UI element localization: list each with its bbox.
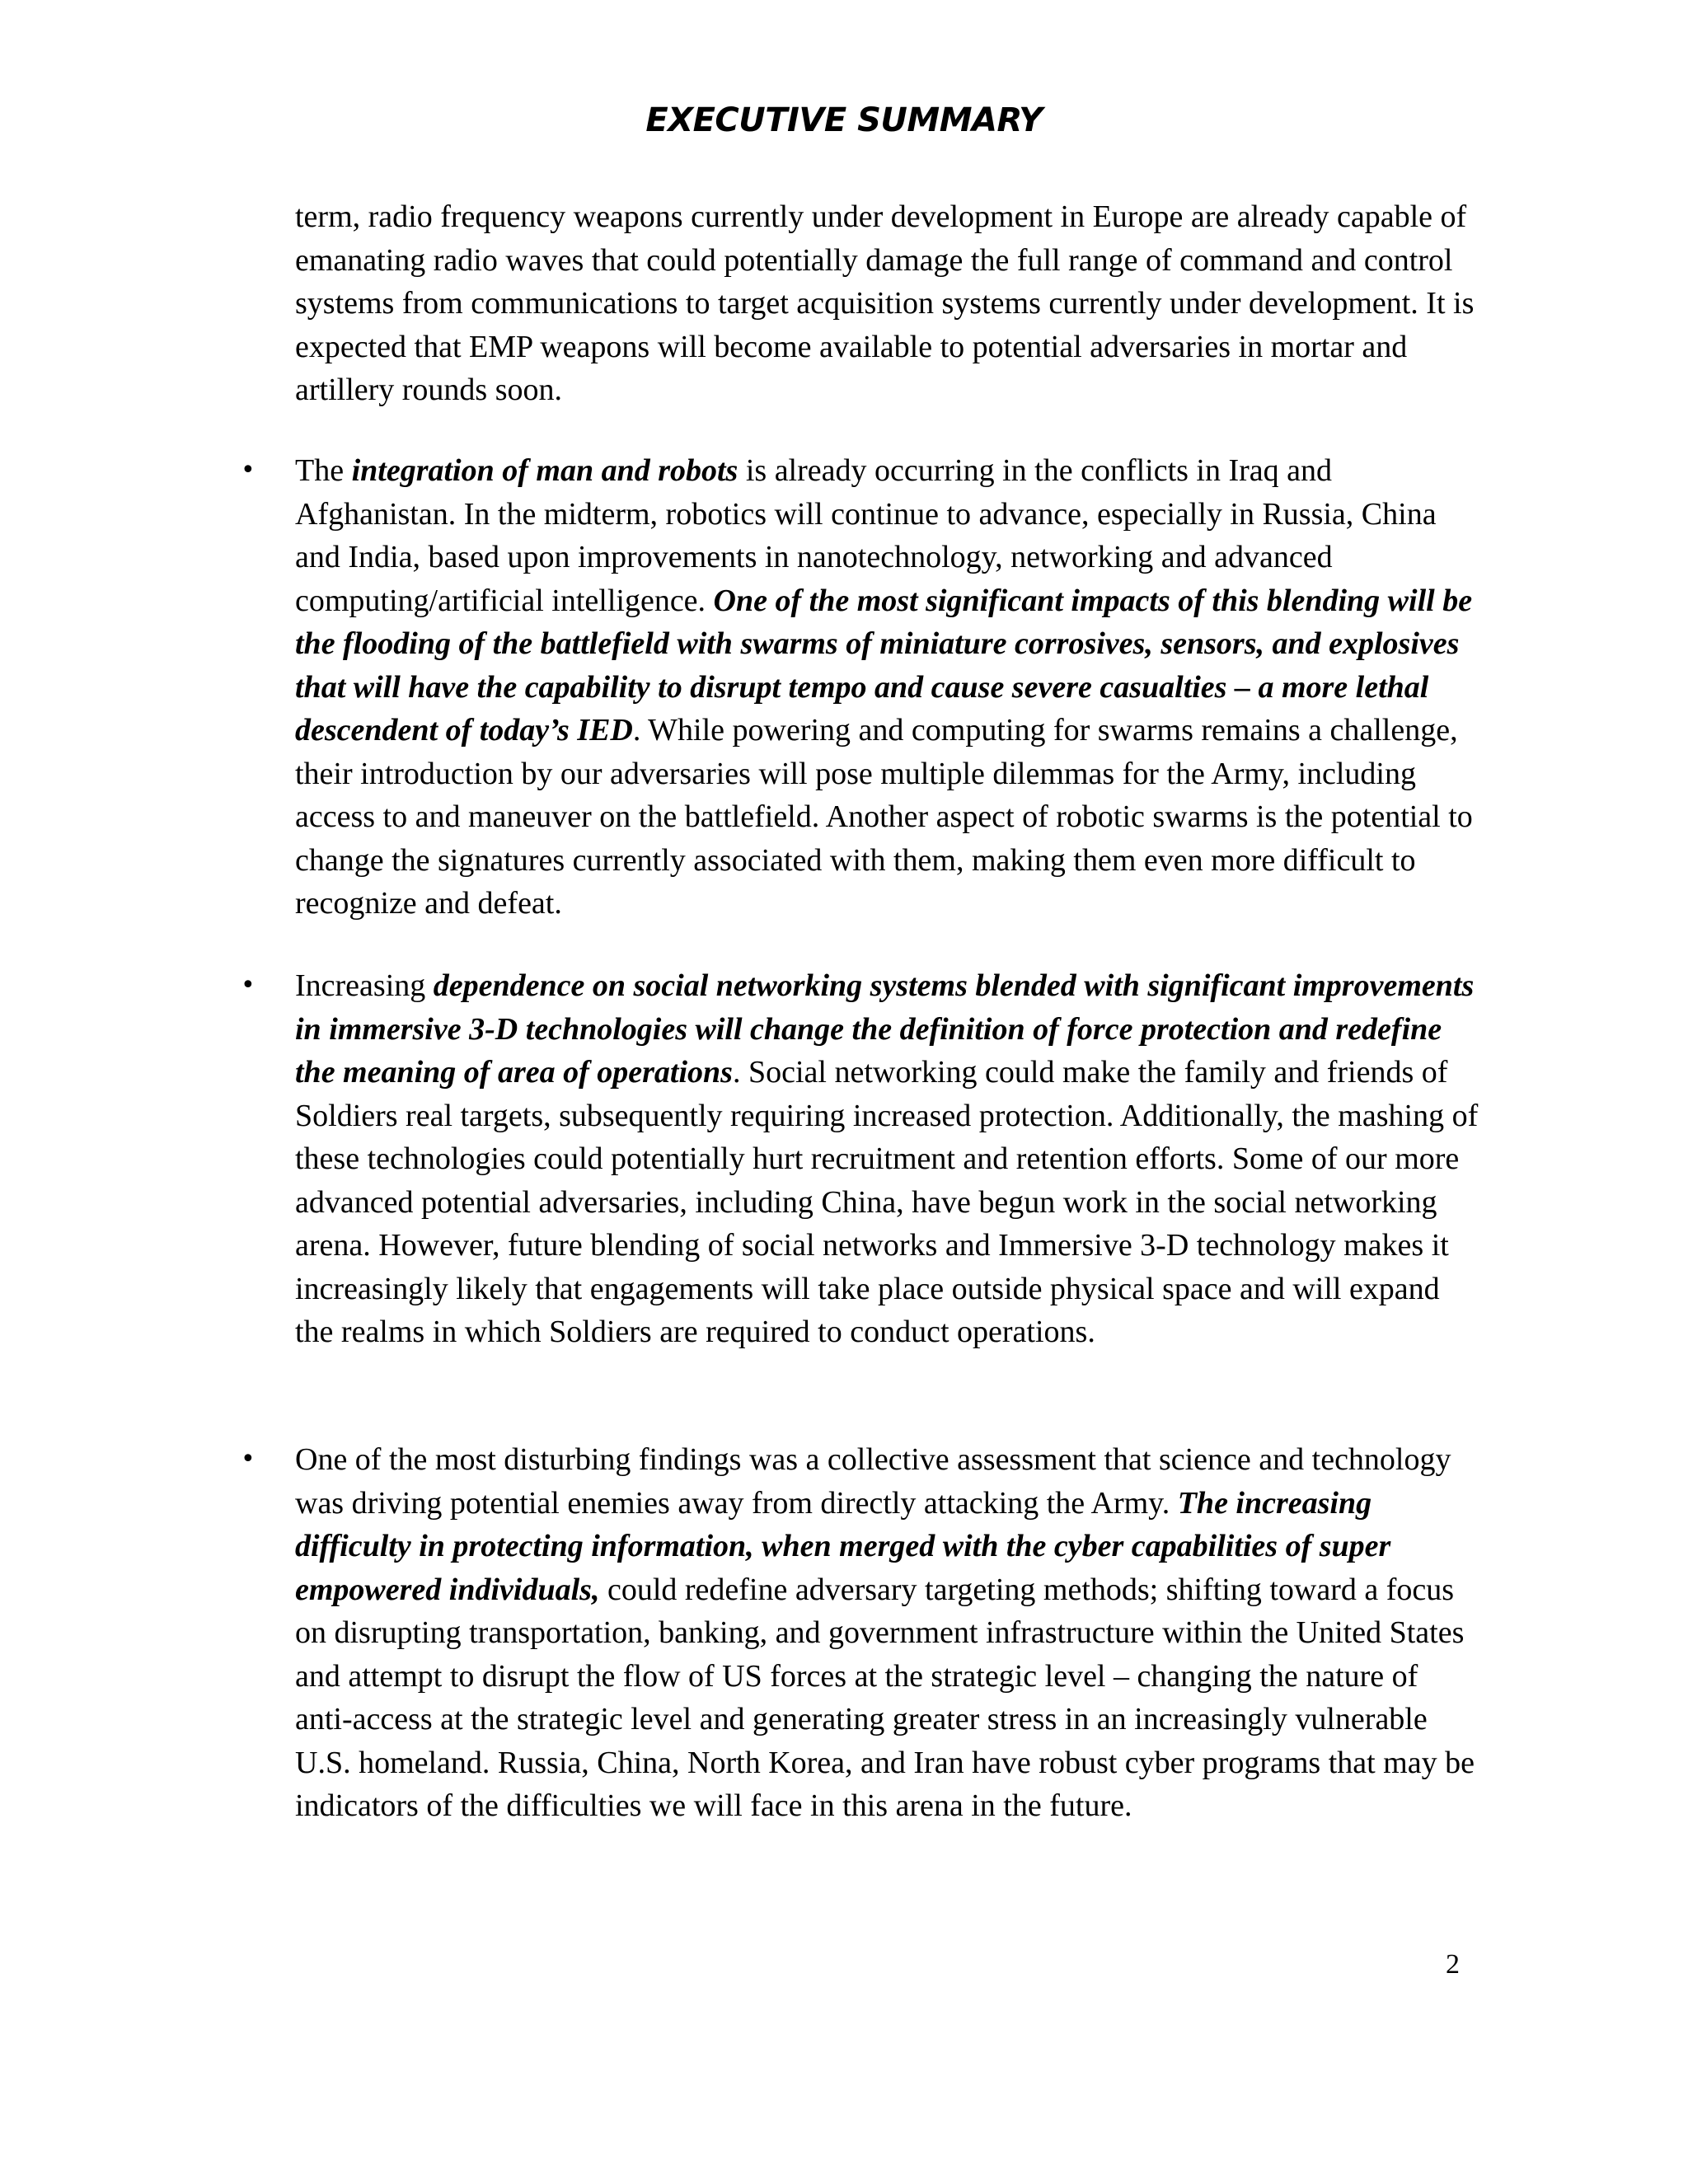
bullet-marker: • (241, 456, 256, 485)
page-title: EXECUTIVE SUMMARY (645, 101, 1043, 139)
paragraph-cyber (295, 1438, 1482, 1828)
text-run: One of the most disturbing findings was a collective assessment that science and technology was driving potential enemies away from directly attacking the Army. (295, 1442, 1451, 1521)
bullet-marker: • (241, 971, 256, 1000)
bullet-marker: • (241, 1445, 256, 1474)
emphasis-run: dependence on social networking systems blended with significant improvements in immersive 3-D technologies will change the definition of force protection and redefine the meaning of area of operations (295, 968, 1475, 1090)
paragraph-social-networking (295, 964, 1482, 1354)
paragraph-robots (295, 449, 1482, 926)
text-run: is already occurring in the conflicts in Iraq and Afghanistan. In the midterm, robotics will continue to advance, especially in Russia, China and India, based upon improvements in nanotechnology, networking and advanced computing/artificial intelligence. (295, 453, 1437, 618)
text-run: . While powering and computing for swarms remains a challenge, their introduction by our adversaries will pose multiple dilemmas for the Army, including access to and maneuver on the battlefield. Another aspect of robotic swarms is the potential to change the signatures currently associated with them, making them even more difficult to recognize and defeat. (295, 713, 1473, 921)
emphasis-run: The increasing difficulty in protecting information, when merged with the cyber capabilities of super empowered individuals, (295, 1485, 1391, 1607)
text-run: Increasing (295, 968, 434, 1003)
page-number: 2 (1446, 1949, 1460, 1980)
text-run: . Social networking could make the family and friends of Soldiers real targets, subsequently requiring increased protection. Additionally, the mashing of these technologies could potentially hurt recruitment and retention efforts. Some of our more advanced potential adversaries, including China, have begun work in the social networking arena. However, future blending of social networks and Immersive 3-D technology makes it increasingly likely that engagements will take place outside physical space and will expand the realms in which Soldiers are required to conduct operations. (295, 1055, 1479, 1349)
text-run: The (295, 453, 352, 488)
emphasis-run: integration of man and robots (351, 453, 738, 488)
paragraph-continuation: term, radio frequency weapons currently under development in Europe are already capable of emanating radio waves that could potentially damage the full range of command and control systems from communications to target acquisition systems currently under development. It is expected that EMP weapons will become available to potential adversaries in mortar and artillery rounds soon. (295, 199, 1475, 407)
text-run: could redefine adversary targeting methods; shifting toward a focus on disrupting transportation, banking, and government infrastructure within the United States and attempt to disrupt the flow of US forces at the strategic level – changing the nature of anti-access at the strategic level and generating greater stress in an increasingly vulnerable U.S. homeland. Russia, China, North Korea, and Iran have robust cyber programs that may be indicators of the difficulties we will face in this arena in the future. (295, 1572, 1475, 1823)
emphasis-run: One of the most significant impacts of this blending will be the flooding of the battlefield with swarms of miniature corrosives, sensors, and explosives that will have the capability to disrupt tempo and cause severe casualties – a more lethal descendent of today’s IED (295, 583, 1473, 748)
